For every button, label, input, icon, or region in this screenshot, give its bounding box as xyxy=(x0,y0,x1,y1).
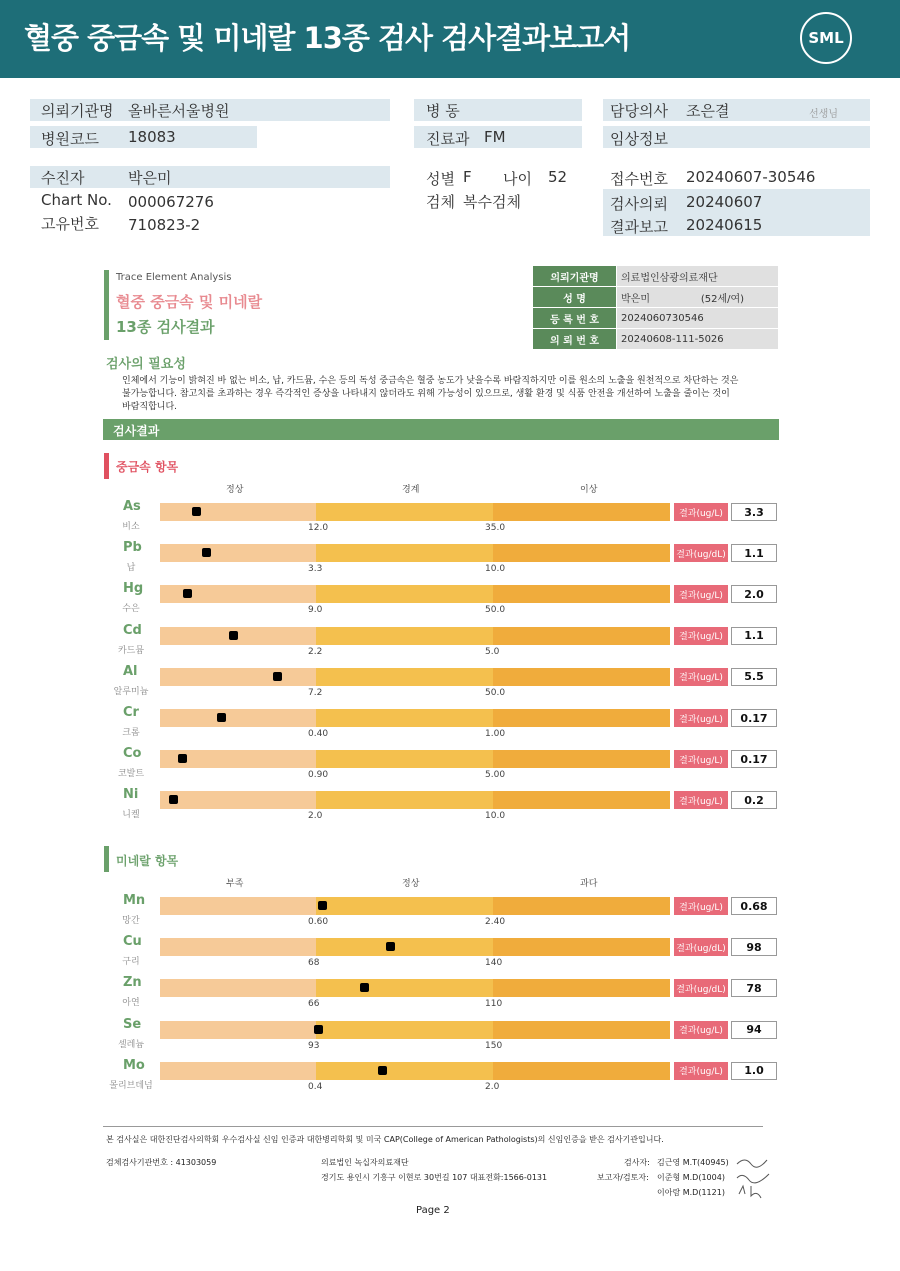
threshold-2: 5.00 xyxy=(485,770,506,781)
range-segment-mid xyxy=(316,668,493,686)
threshold-2: 50.0 xyxy=(485,605,506,616)
threshold-2: 10.0 xyxy=(485,811,506,822)
element-name: 아연 xyxy=(122,998,140,1009)
range-segment-low xyxy=(160,791,316,809)
patient-label: 수진자 xyxy=(41,169,85,187)
heavy-title: 중금속 항목 xyxy=(116,460,179,474)
code-label: 병원코드 xyxy=(41,130,99,148)
threshold-2: 10.0 xyxy=(485,564,506,575)
ward-label: 병 동 xyxy=(426,102,460,120)
element-name: 수은 xyxy=(122,604,140,615)
ptable-label: 의 뢰 번 호 xyxy=(533,329,616,349)
dept-label: 진료과 xyxy=(426,130,470,148)
threshold-1: 0.60 xyxy=(308,917,329,927)
result-marker xyxy=(273,672,282,681)
threshold-2: 50.0 xyxy=(485,687,506,698)
reviewer2-name: 이아람 M.D(1121) xyxy=(657,1188,725,1197)
inst-label: 의뢰기관명 xyxy=(41,102,114,120)
threshold-1: 0.40 xyxy=(308,729,329,739)
result-marker xyxy=(386,942,395,951)
range-segment-high xyxy=(493,585,670,603)
tester-label: 검사자: xyxy=(624,1158,650,1167)
unit-label: 결과(ug/L) xyxy=(674,503,728,521)
mineral-accent-bar xyxy=(104,846,109,872)
zone-label: 정상 xyxy=(226,485,244,495)
doctor-value: 조은결 xyxy=(686,102,730,120)
element-symbol: Cu xyxy=(123,934,142,950)
org-address: 경기도 용인시 기흥구 이현로 30번길 107 대표전화:1566-0131 xyxy=(321,1173,548,1182)
element-symbol: Cd xyxy=(123,622,142,638)
element-symbol: Zn xyxy=(123,975,142,991)
result-marker xyxy=(169,795,178,804)
patient-value: 박은미 xyxy=(128,169,172,187)
page-number: Page 2 xyxy=(416,1205,450,1216)
result-value: 1.0 xyxy=(731,1062,777,1080)
lab-number: 검체검사기관번호 : 41303059 xyxy=(106,1158,217,1167)
result-value: 1.1 xyxy=(731,627,777,645)
unit-label: 결과(ug/L) xyxy=(674,1021,728,1039)
range-segment-mid xyxy=(316,897,493,915)
zone-label: 과다 xyxy=(580,879,598,889)
result-marker xyxy=(378,1066,387,1075)
element-symbol: Cr xyxy=(123,705,139,720)
ptable-row xyxy=(533,329,778,349)
code-value: 18083 xyxy=(128,128,176,146)
range-segment-high xyxy=(493,897,670,915)
report-title-1: 혈중 중금속 및 미네랄 xyxy=(116,293,263,311)
ptable-row xyxy=(533,287,778,307)
unit-label: 결과(ug/L) xyxy=(674,791,728,809)
range-segment-mid xyxy=(316,1062,493,1080)
age-label: 나이 xyxy=(503,170,532,188)
result-value: 0.2 xyxy=(731,791,777,809)
range-segment-mid xyxy=(316,709,493,727)
zone-label: 정상 xyxy=(402,879,420,889)
ptable-value: 박은미 (52세/여) xyxy=(617,287,778,307)
range-segment-low xyxy=(160,897,316,915)
element-symbol: Hg xyxy=(123,581,144,597)
range-segment-mid xyxy=(316,979,493,997)
element-symbol: Al xyxy=(123,663,138,679)
zone-label: 부족 xyxy=(226,879,244,889)
ptable-value: 20240608-111-5026 xyxy=(617,329,778,349)
report-header xyxy=(0,0,900,78)
range-segment-mid xyxy=(316,791,493,809)
unit-label: 결과(ug/L) xyxy=(674,627,728,645)
request-value: 20240607 xyxy=(686,193,763,211)
result-marker xyxy=(318,901,327,910)
element-symbol: Se xyxy=(123,1016,142,1032)
unit-label: 결과(ug/L) xyxy=(674,709,728,727)
threshold-2: 5.0 xyxy=(485,646,500,657)
threshold-1: 12.0 xyxy=(308,523,329,533)
threshold-2: 2.40 xyxy=(485,917,506,927)
element-symbol: Mn xyxy=(123,893,146,908)
sml-logo: SML xyxy=(800,12,852,64)
chart-value: 000067276 xyxy=(128,193,214,211)
tester-name: 김근영 M.T(40945) xyxy=(657,1158,729,1167)
threshold-2: 140 xyxy=(485,958,503,969)
need-line-1: 인체에서 기능이 밝혀진 바 없는 비소, 납, 카드뮴, 수은 등의 독성 중금속은 혈중 농도가 낮을수록 바람직하지만 이를 원소의 노출을 원천적으로 차단하는 것은 xyxy=(122,376,739,386)
threshold-1: 66 xyxy=(308,999,320,1010)
range-segment-mid xyxy=(316,585,493,603)
range-segment-low xyxy=(160,544,316,562)
inst-value: 올바른서울병원 xyxy=(128,102,230,120)
range-segment-low xyxy=(160,503,316,521)
threshold-1: 7.2 xyxy=(308,687,323,698)
element-name: 셀레늄 xyxy=(117,1039,145,1050)
ptable-label: 의뢰기관명 xyxy=(533,266,616,286)
result-marker xyxy=(217,713,226,722)
need-line-3: 바람직합니다. xyxy=(122,402,178,412)
heavy-accent-bar xyxy=(104,453,109,479)
unit-label: 결과(ug/dL) xyxy=(674,938,728,956)
threshold-1: 2.0 xyxy=(308,811,323,822)
result-value: 94 xyxy=(731,1021,777,1039)
range-segment-high xyxy=(493,544,670,562)
element-symbol: Ni xyxy=(123,787,139,803)
reviewer-label: 보고자/검토자: xyxy=(597,1173,649,1182)
range-segment-mid xyxy=(316,503,493,521)
result-value: 0.17 xyxy=(731,709,777,727)
threshold-1: 3.3 xyxy=(308,564,323,575)
result-value: 0.17 xyxy=(731,750,777,768)
element-name: 니켈 xyxy=(122,810,140,821)
range-segment-high xyxy=(493,668,670,686)
element-name: 구리 xyxy=(122,957,140,968)
element-symbol: Pb xyxy=(123,540,142,556)
receipt-label: 접수번호 xyxy=(610,170,668,188)
threshold-1: 0.4 xyxy=(308,1081,323,1092)
report-title-2: 13종 검사결과 xyxy=(116,318,215,336)
org-name: 의료법인 녹십자의료재단 xyxy=(321,1158,409,1167)
element-name: 코발트 xyxy=(117,769,145,780)
element-name: 몰리브데넘 xyxy=(109,1080,153,1091)
report-value: 20240615 xyxy=(686,216,763,234)
range-segment-high xyxy=(493,503,670,521)
result-marker xyxy=(229,631,238,640)
element-symbol: Co xyxy=(123,746,142,762)
reviewer-name: 이준형 M.D(1004) xyxy=(657,1173,725,1182)
threshold-1: 93 xyxy=(308,1040,320,1051)
result-value: 0.68 xyxy=(731,897,777,915)
element-symbol: Mo xyxy=(123,1057,145,1073)
unit-label: 결과(ug/dL) xyxy=(674,544,728,562)
element-symbol: As xyxy=(123,499,141,514)
ptable-label: 성 명 xyxy=(533,287,616,307)
range-segment-low xyxy=(160,627,316,645)
threshold-2: 2.0 xyxy=(485,1081,500,1092)
range-segment-mid xyxy=(316,750,493,768)
signature-image xyxy=(735,1152,775,1202)
range-segment-high xyxy=(493,938,670,956)
specimen-value: 복수검체 xyxy=(463,193,521,211)
result-value: 3.3 xyxy=(731,503,777,521)
cert-text: 본 검사실은 대한진단검사의학회 우수검사실 신임 인증과 대한병리학회 및 미국 CAP(College of American Pathologists)의 신임인증을 받은 검사기관입니다. xyxy=(106,1135,664,1144)
range-segment-low xyxy=(160,1021,316,1039)
range-segment-high xyxy=(493,750,670,768)
ptable-value: 의료법인삼광의료재단 xyxy=(617,266,778,286)
result-value: 2.0 xyxy=(731,585,777,603)
range-segment-high xyxy=(493,627,670,645)
unit-label: 결과(ug/L) xyxy=(674,750,728,768)
element-name: 크롬 xyxy=(122,728,140,738)
chart-label: Chart No. xyxy=(41,191,112,209)
range-segment-mid xyxy=(316,938,493,956)
unit-label: 결과(ug/L) xyxy=(674,668,728,686)
request-label: 검사의뢰 xyxy=(610,195,668,213)
result-marker xyxy=(360,983,369,992)
range-segment-low xyxy=(160,1062,316,1080)
report-title: 혈중 중금속 및 미네랄 13종 검사 검사결과보고서 xyxy=(24,21,631,55)
range-segment-mid xyxy=(316,544,493,562)
age-value: 52 xyxy=(548,168,568,186)
mineral-title: 미네랄 항목 xyxy=(116,854,179,868)
result-marker xyxy=(202,548,211,557)
range-segment-high xyxy=(493,1021,670,1039)
report-subtitle: Trace Element Analysis xyxy=(116,272,232,283)
range-segment-high xyxy=(493,709,670,727)
element-name: 카드뮴 xyxy=(117,645,145,656)
element-name: 비소 xyxy=(122,522,140,532)
sex-label: 성별 xyxy=(426,170,455,188)
ptable-row xyxy=(533,266,778,286)
ptable-value: 2024060730546 xyxy=(617,308,778,328)
threshold-2: 1.00 xyxy=(485,729,506,739)
need-line-2: 불가능합니다. 참고치를 초과하는 경우 즉각적인 증상을 나타내지 않더라도 위해 가능성이 있으므로, 생활 환경 및 식품 안전을 개선하여 노출을 줄이는 것이 xyxy=(122,389,730,399)
threshold-2: 110 xyxy=(485,999,503,1010)
unit-label: 결과(ug/L) xyxy=(674,897,728,915)
element-name: 망간 xyxy=(122,916,140,926)
range-segment-low xyxy=(160,938,316,956)
range-segment-high xyxy=(493,1062,670,1080)
uid-value: 710823-2 xyxy=(128,216,201,234)
unit-label: 결과(ug/L) xyxy=(674,585,728,603)
result-value: 78 xyxy=(731,979,777,997)
threshold-1: 9.0 xyxy=(308,605,323,616)
title-accent-bar xyxy=(104,270,109,340)
unit-label: 결과(ug/dL) xyxy=(674,979,728,997)
zone-label: 경계 xyxy=(402,485,420,495)
patient-info-table xyxy=(533,266,778,350)
threshold-1: 2.2 xyxy=(308,646,323,657)
range-segment-high xyxy=(493,791,670,809)
threshold-2: 150 xyxy=(485,1040,503,1051)
need-title: 검사의 필요성 xyxy=(106,357,186,372)
result-marker xyxy=(183,589,192,598)
report-label: 결과보고 xyxy=(610,218,668,236)
doctor-suffix: 선생님 xyxy=(809,109,838,120)
threshold-1: 68 xyxy=(308,958,320,969)
result-marker xyxy=(192,507,201,516)
result-marker xyxy=(178,754,187,763)
specimen-label: 검체 xyxy=(426,193,455,211)
clinical-label: 임상정보 xyxy=(610,130,668,148)
sex-value: F xyxy=(463,168,472,186)
element-name: 납 xyxy=(126,563,136,574)
range-segment-low xyxy=(160,668,316,686)
receipt-value: 20240607-30546 xyxy=(686,168,816,186)
ptable-row xyxy=(533,308,778,328)
result-band: 검사결과 xyxy=(103,419,779,440)
range-segment-mid xyxy=(316,1021,493,1039)
range-segment-low xyxy=(160,979,316,997)
result-value: 98 xyxy=(731,938,777,956)
unit-label: 결과(ug/L) xyxy=(674,1062,728,1080)
footer-divider xyxy=(103,1126,763,1127)
ptable-label: 등 록 번 호 xyxy=(533,308,616,328)
element-name: 알루미늄 xyxy=(113,686,149,697)
result-value: 5.5 xyxy=(731,668,777,686)
uid-label: 고유번호 xyxy=(41,215,99,233)
threshold-1: 0.90 xyxy=(308,770,329,781)
result-marker xyxy=(314,1025,323,1034)
range-segment-mid xyxy=(316,627,493,645)
dept-value: FM xyxy=(484,128,506,146)
range-segment-high xyxy=(493,979,670,997)
zone-label: 이상 xyxy=(580,485,598,495)
range-segment-low xyxy=(160,709,316,727)
threshold-2: 35.0 xyxy=(485,523,506,533)
result-value: 1.1 xyxy=(731,544,777,562)
doctor-label: 담당의사 xyxy=(610,102,668,120)
